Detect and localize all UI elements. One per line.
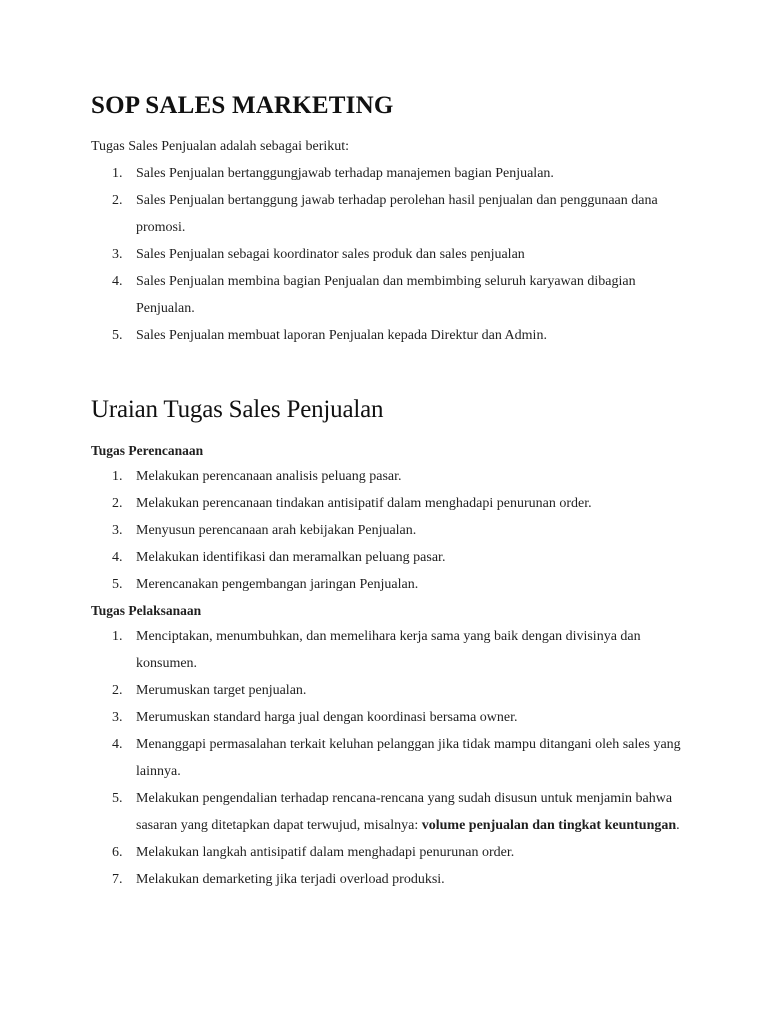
list-number: 2.	[112, 683, 123, 698]
list-number: 4.	[112, 737, 123, 752]
perencanaan-list	[91, 463, 691, 598]
list-item	[91, 241, 691, 268]
list-item	[91, 785, 691, 839]
subheading-pelaksanaan: Tugas Pelaksanaan	[91, 603, 202, 618]
intro-paragraph: Tugas Sales Penjualan adalah sebagai berikut:	[91, 139, 350, 154]
list-text: Melakukan demarketing jika terjadi overload produksi.	[136, 872, 445, 887]
list-text: Merumuskan standard harga jual dengan koordinasi bersama owner.	[136, 710, 518, 725]
list-text	[136, 791, 680, 833]
list-item	[91, 731, 691, 785]
list-number: 1.	[112, 469, 123, 484]
list-text: Merumuskan target penjualan.	[136, 683, 307, 698]
subheading-perencanaan: Tugas Perencanaan	[91, 443, 204, 458]
list-text: Sales Penjualan bertanggung jawab terhadap perolehan hasil penjualan dan penggunaan dana promosi.	[136, 193, 658, 235]
list-text-plain: Melakukan pengendalian terhadap rencana-rencana yang sudah disusun untuk menjamin bahwa sasaran yang ditetapkan dapat terwujud, misalnya:	[136, 791, 673, 833]
document-title: SOP SALES MARKETING	[91, 92, 394, 119]
list-text: Menyusun perencanaan arah kebijakan Penjualan.	[136, 523, 417, 538]
list-number: 1.	[112, 629, 123, 644]
list-number: 6.	[112, 845, 123, 860]
list-text: Melakukan perencanaan tindakan antisipatif dalam menghadapi penurunan order.	[136, 496, 592, 511]
list-item	[91, 704, 691, 731]
list-item	[91, 623, 691, 677]
list-item	[91, 839, 691, 866]
list-item	[91, 322, 691, 349]
intro-list	[91, 160, 691, 349]
list-number: 2.	[112, 193, 123, 208]
list-text: Sales Penjualan sebagai koordinator sales produk dan sales penjualan	[136, 247, 525, 262]
list-number: 2.	[112, 496, 123, 511]
list-number: 5.	[112, 577, 123, 592]
list-item	[91, 677, 691, 704]
list-text: Menciptakan, menumbuhkan, dan memelihara kerja sama yang baik dengan divisinya dan konsumen.	[136, 629, 641, 671]
list-item	[91, 571, 691, 598]
list-item	[91, 544, 691, 571]
list-number: 3.	[112, 523, 123, 538]
list-number: 7.	[112, 872, 123, 887]
list-text: Sales Penjualan membuat laporan Penjualan kepada Direktur dan Admin.	[136, 328, 547, 343]
list-text-end: .	[676, 818, 680, 833]
list-number: 5.	[112, 328, 123, 343]
list-item	[91, 463, 691, 490]
list-item	[91, 160, 691, 187]
section-title: Uraian Tugas Sales Penjualan	[91, 396, 384, 423]
pelaksanaan-list	[91, 623, 691, 893]
list-number: 3.	[112, 710, 123, 725]
list-text: Melakukan identifikasi dan meramalkan peluang pasar.	[136, 550, 446, 565]
list-number: 4.	[112, 274, 123, 289]
list-text: Sales Penjualan membina bagian Penjualan dan membimbing seluruh karyawan dibagian Penjualan.	[136, 274, 636, 316]
list-text-bold: volume penjualan dan tingkat keuntungan	[421, 818, 677, 833]
list-text: Menanggapi permasalahan terkait keluhan pelanggan jika tidak mampu ditangani oleh sales yang lainnya.	[136, 737, 681, 779]
list-number: 4.	[112, 550, 123, 565]
list-number: 5.	[112, 791, 123, 806]
list-item	[91, 268, 691, 322]
list-text: Sales Penjualan bertanggungjawab terhadap manajemen bagian Penjualan.	[136, 166, 554, 181]
list-item	[91, 866, 691, 893]
list-number: 3.	[112, 247, 123, 262]
list-item	[91, 187, 691, 241]
list-number: 1.	[112, 166, 123, 181]
list-text: Melakukan langkah antisipatif dalam menghadapi penurunan order.	[136, 845, 515, 860]
list-item	[91, 490, 691, 517]
list-item	[91, 517, 691, 544]
list-text: Melakukan perencanaan analisis peluang pasar.	[136, 469, 402, 484]
list-text: Merencanakan pengembangan jaringan Penjualan.	[136, 577, 419, 592]
